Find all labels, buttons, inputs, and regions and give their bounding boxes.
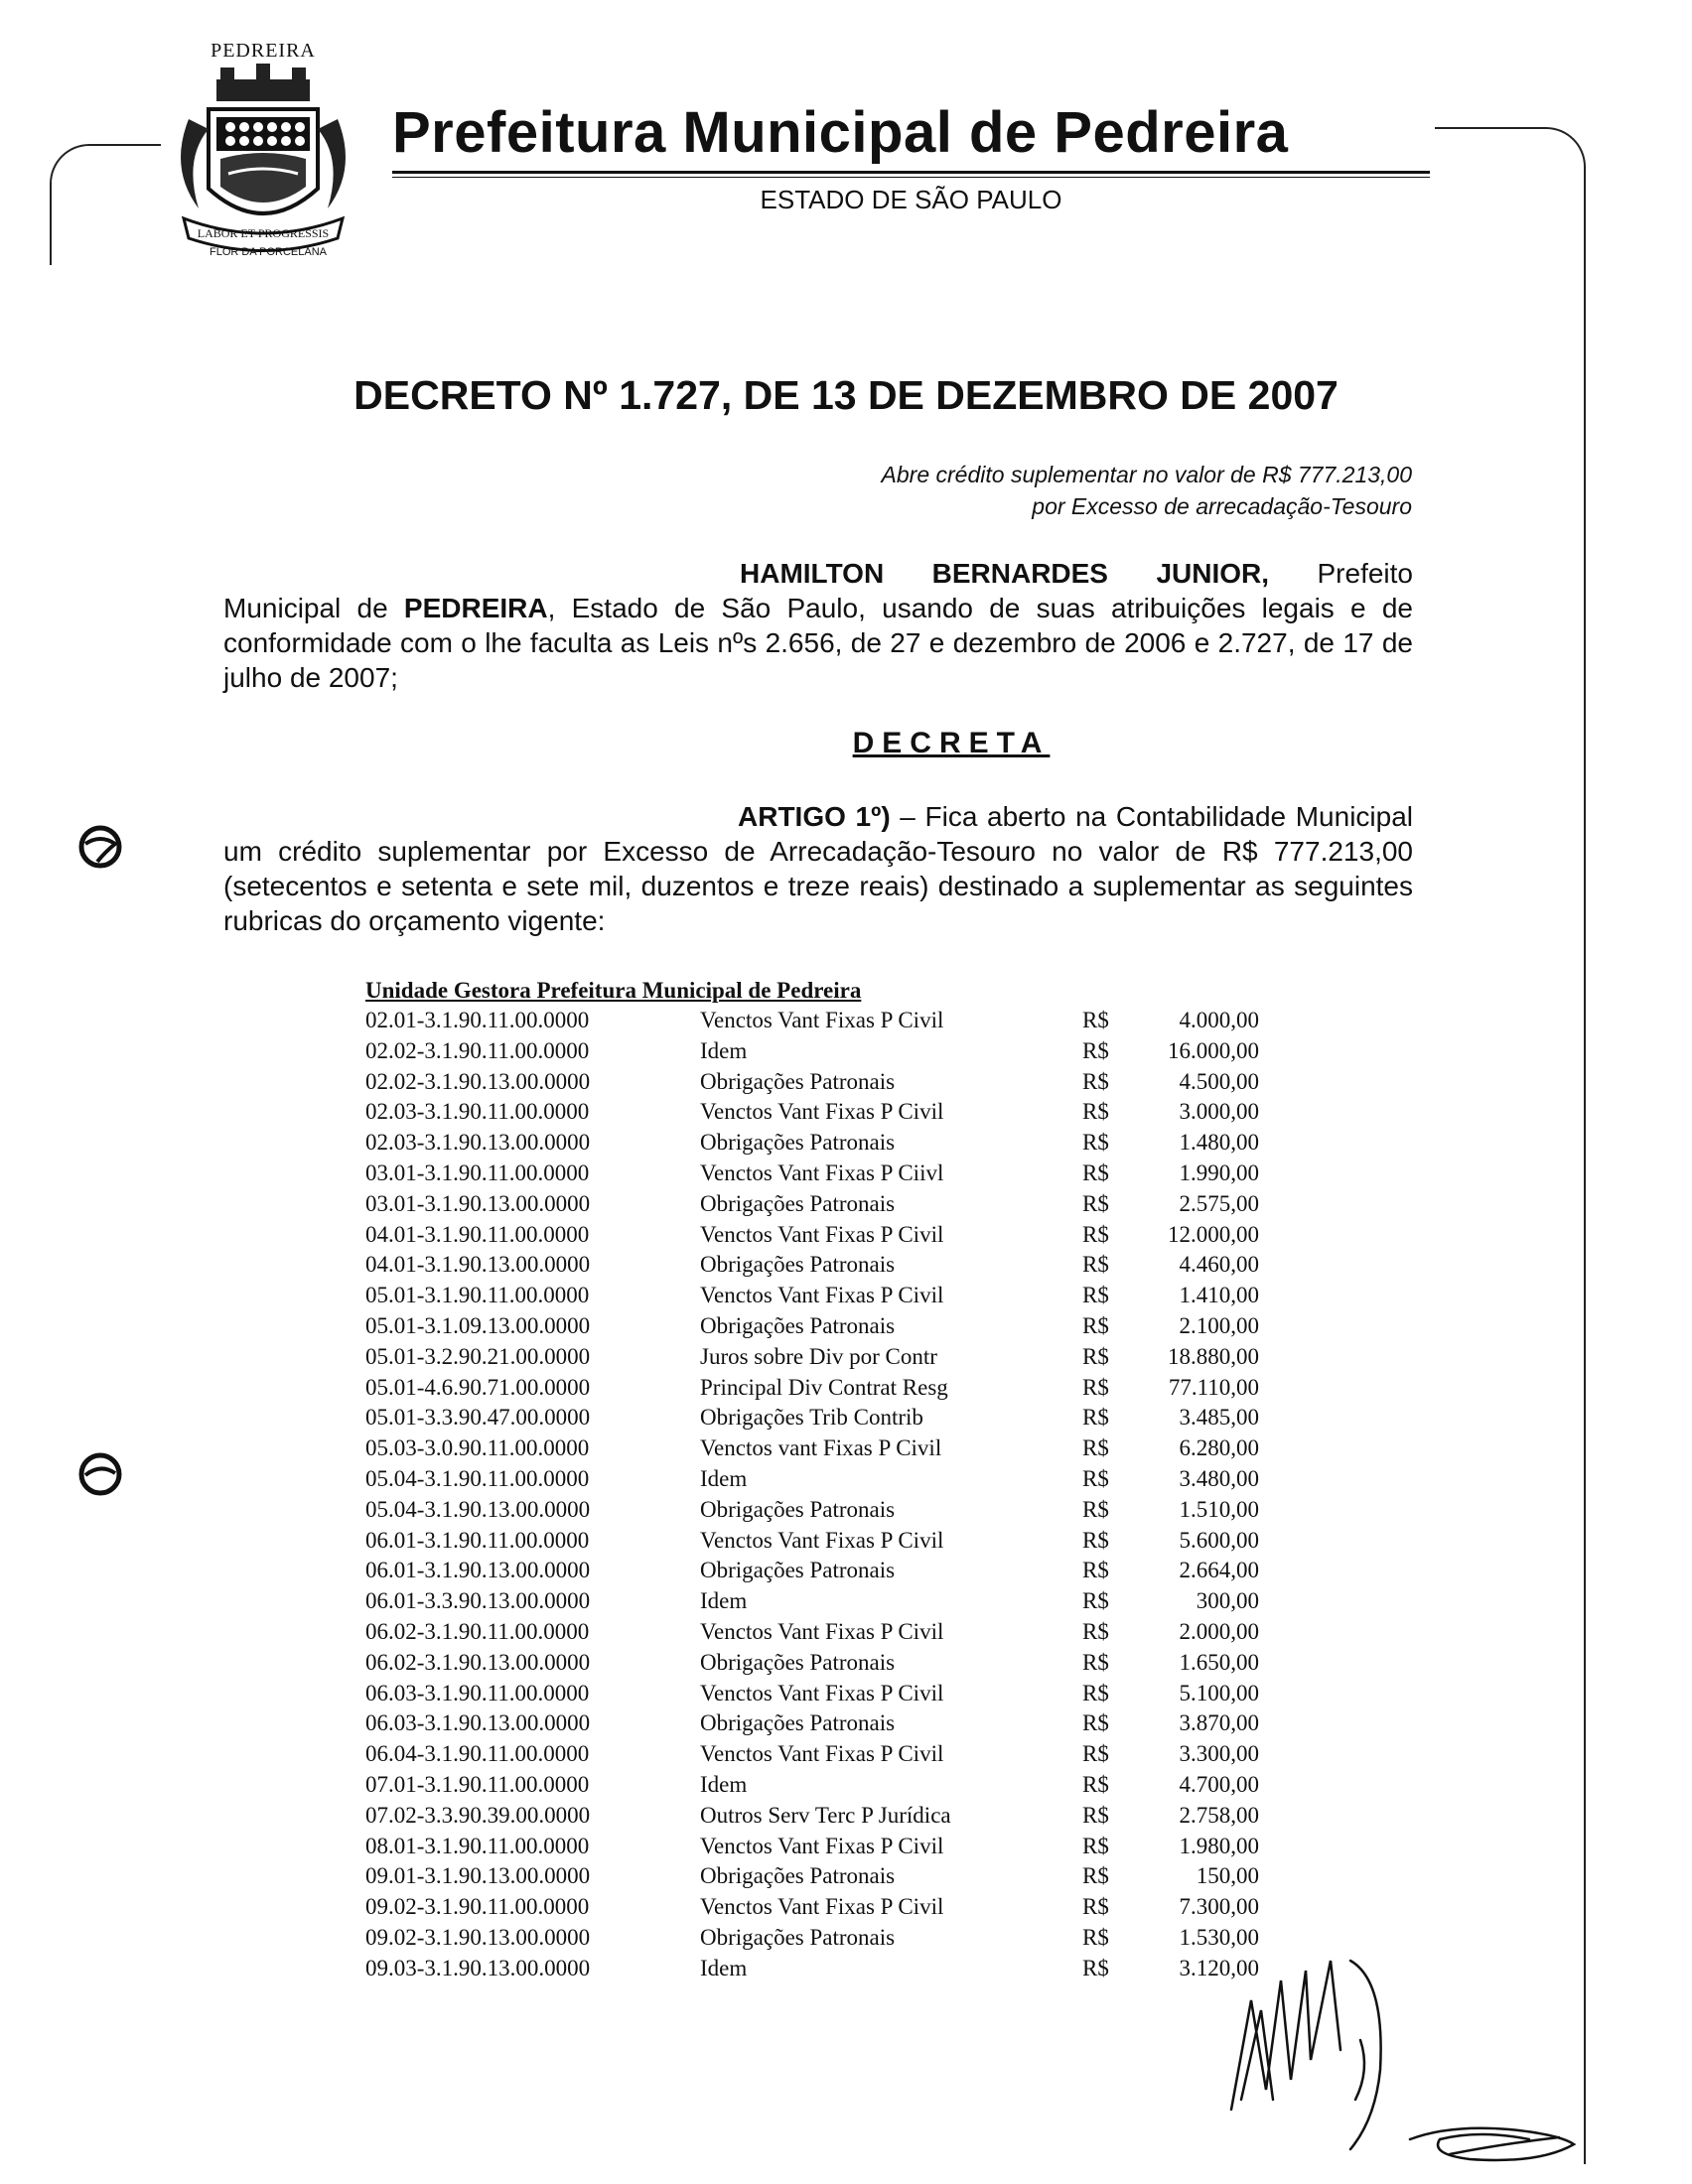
table-row xyxy=(365,1923,1259,1954)
table-row xyxy=(365,1617,1259,1648)
currency-symbol: R$ xyxy=(1082,1008,1109,1032)
table-row xyxy=(365,1679,1259,1709)
budget-description: Obrigações Patronais xyxy=(700,1252,896,1278)
budget-amount: 18.880,00 xyxy=(1168,1343,1259,1369)
budget-amount: 2.664,00 xyxy=(1179,1558,1259,1583)
budget-code: 02.02-3.1.90.13.00.0000 xyxy=(365,1068,591,1094)
city-name: PEDREIRA xyxy=(403,593,548,623)
budget-description: Obrigações Patronais xyxy=(700,1924,896,1950)
budget-description: Juros sobre Div por Contr xyxy=(700,1343,937,1369)
decreta-heading: DECRETA xyxy=(852,727,1051,759)
budget-table xyxy=(365,1006,1259,1984)
budget-code: 06.01-3.3.90.13.00.0000 xyxy=(365,1588,591,1614)
currency-symbol: R$ xyxy=(1082,1771,1109,1797)
budget-description: Idem xyxy=(700,1588,748,1614)
currency-symbol: R$ xyxy=(1082,1068,1109,1094)
currency-symbol: R$ xyxy=(1082,1343,1109,1369)
budget-code: 02.02-3.1.90.11.00.0000 xyxy=(365,1037,590,1063)
budget-amount: 3.000,00 xyxy=(1179,1099,1259,1125)
budget-code: 06.03-3.1.90.13.00.0000 xyxy=(365,1710,591,1736)
frame-line-left xyxy=(50,144,161,265)
budget-description: Venctos Vant Fixas P Civil xyxy=(700,1283,944,1308)
table-row xyxy=(365,1861,1259,1892)
budget-amount: 5.600,00 xyxy=(1179,1527,1259,1553)
table-row xyxy=(365,1708,1259,1739)
currency-symbol: R$ xyxy=(1082,1955,1109,1980)
table-row xyxy=(365,1097,1259,1128)
budget-description: Venctos Vant Fixas P Civil xyxy=(700,1527,944,1553)
budget-code: 09.02-3.1.90.11.00.0000 xyxy=(365,1894,590,1920)
currency-symbol: R$ xyxy=(1082,1527,1109,1553)
budget-code: 03.01-3.1.90.11.00.0000 xyxy=(365,1160,590,1185)
table-row xyxy=(365,1373,1259,1404)
budget-description: Venctos Vant Fixas P Civil xyxy=(700,1221,944,1247)
state-name: ESTADO DE SÃO PAULO xyxy=(760,185,1062,214)
budget-code: 08.01-3.1.90.11.00.0000 xyxy=(365,1833,590,1858)
table-row xyxy=(365,1464,1259,1495)
budget-code: 05.04-3.1.90.13.00.0000 xyxy=(365,1496,591,1522)
currency-symbol: R$ xyxy=(1082,1312,1109,1338)
budget-code: 06.03-3.1.90.11.00.0000 xyxy=(365,1680,590,1706)
table-row xyxy=(365,1526,1259,1557)
budget-code: 05.01-4.6.90.71.00.0000 xyxy=(365,1374,591,1400)
table-row xyxy=(365,1189,1259,1220)
budget-code: 04.01-3.1.90.11.00.0000 xyxy=(365,1221,590,1247)
budget-amount: 12.000,00 xyxy=(1168,1221,1259,1247)
currency-symbol: R$ xyxy=(1082,1894,1109,1920)
budget-amount: 16.000,00 xyxy=(1168,1037,1259,1063)
currency-symbol: R$ xyxy=(1082,1160,1109,1185)
budget-amount: 4.700,00 xyxy=(1179,1771,1259,1797)
budget-amount: 2.100,00 xyxy=(1179,1312,1259,1338)
punch-hole-icon xyxy=(77,824,123,870)
currency-symbol: R$ xyxy=(1082,1252,1109,1278)
currency-symbol: R$ xyxy=(1082,1190,1109,1216)
article-paragraph xyxy=(223,799,1413,938)
table-row xyxy=(365,1036,1259,1067)
budget-amount: 2.000,00 xyxy=(1179,1618,1259,1644)
budget-description: Obrigações Patronais xyxy=(700,1558,896,1583)
budget-description: Venctos Vant Fixas P Civil xyxy=(700,1894,944,1920)
budget-description: Venctos Vant Fixas P Civil xyxy=(700,1680,944,1706)
table-row xyxy=(365,1281,1259,1311)
budget-code: 09.03-3.1.90.13.00.0000 xyxy=(365,1955,591,1980)
budget-code: 04.01-3.1.90.13.00.0000 xyxy=(365,1252,591,1278)
budget-code: 05.03-3.0.90.11.00.0000 xyxy=(365,1435,590,1461)
table-row xyxy=(365,1892,1259,1923)
currency-symbol: R$ xyxy=(1082,1283,1109,1308)
table-row xyxy=(365,1648,1259,1679)
budget-description: Idem xyxy=(700,1037,748,1063)
budget-code: 05.01-3.2.90.21.00.0000 xyxy=(365,1343,591,1369)
budget-description: Principal Div Contrat Resg xyxy=(700,1374,948,1400)
budget-code: 06.02-3.1.90.13.00.0000 xyxy=(365,1649,591,1675)
budget-code: 02.01-3.1.90.11.00.0000 xyxy=(365,1008,590,1032)
budget-amount: 2.575,00 xyxy=(1179,1190,1259,1216)
currency-symbol: R$ xyxy=(1082,1710,1109,1736)
budget-amount: 1.480,00 xyxy=(1179,1130,1259,1156)
budget-description: Obrigações Patronais xyxy=(700,1710,896,1736)
table-row xyxy=(365,1128,1259,1159)
table-row xyxy=(365,1586,1259,1617)
table-row xyxy=(365,1006,1259,1036)
budget-amount: 150,00 xyxy=(1196,1863,1259,1889)
budget-amount: 1.510,00 xyxy=(1179,1496,1259,1522)
currency-symbol: R$ xyxy=(1082,1741,1109,1767)
preamble-text-2: , Estado de São Paulo, usando de suas atribuições legais e de conformidade com o lhe faculta as Leis nºs 2.656, de 27 e dezembro de 2006 e 2.727, de 17 de julho de 2007; xyxy=(223,593,1413,693)
budget-description: Obrigações Patronais xyxy=(700,1130,896,1156)
table-row xyxy=(365,1739,1259,1770)
summary-line-1: Abre crédito suplementar no valor de R$ 777.213,00 xyxy=(881,462,1412,487)
budget-code: 03.01-3.1.90.13.00.0000 xyxy=(365,1190,591,1216)
decree-summary xyxy=(695,459,1412,522)
currency-symbol: R$ xyxy=(1082,1924,1109,1950)
budget-amount: 77.110,00 xyxy=(1168,1374,1259,1400)
table-row xyxy=(365,1342,1259,1373)
currency-symbol: R$ xyxy=(1082,1435,1109,1461)
table-row xyxy=(365,1067,1259,1098)
budget-code: 05.04-3.1.90.11.00.0000 xyxy=(365,1465,590,1491)
budget-amount: 5.100,00 xyxy=(1179,1680,1259,1706)
budget-description: Idem xyxy=(700,1955,748,1980)
org-title: Prefeitura Municipal de Pedreira xyxy=(392,100,1289,165)
table-row xyxy=(365,1250,1259,1281)
budget-description: Outros Serv Terc P Jurídica xyxy=(700,1802,951,1828)
table-row xyxy=(365,1311,1259,1342)
table-row xyxy=(365,1495,1259,1526)
currency-symbol: R$ xyxy=(1082,1465,1109,1491)
currency-symbol: R$ xyxy=(1082,1405,1109,1431)
table-row xyxy=(365,1159,1259,1189)
budget-amount: 1.530,00 xyxy=(1179,1924,1259,1950)
budget-code: 05.01-3.1.09.13.00.0000 xyxy=(365,1312,591,1338)
budget-amount: 4.460,00 xyxy=(1179,1252,1259,1278)
table-row xyxy=(365,1403,1259,1433)
currency-symbol: R$ xyxy=(1082,1099,1109,1125)
budget-amount: 2.758,00 xyxy=(1179,1802,1259,1828)
budget-amount: 3.120,00 xyxy=(1179,1955,1259,1980)
budget-amount: 7.300,00 xyxy=(1179,1894,1259,1920)
currency-symbol: R$ xyxy=(1082,1680,1109,1706)
crest-bottom-text: FLOR DA PORCELANA xyxy=(210,246,327,258)
budget-description: Venctos Vant Fixas P Civil xyxy=(700,1833,944,1858)
table-row xyxy=(365,1801,1259,1832)
currency-symbol: R$ xyxy=(1082,1558,1109,1583)
budget-amount: 1.990,00 xyxy=(1179,1160,1259,1185)
currency-symbol: R$ xyxy=(1082,1802,1109,1828)
budget-description: Obrigações Patronais xyxy=(700,1312,896,1338)
budget-description: Obrigações Patronais xyxy=(700,1649,896,1675)
currency-symbol: R$ xyxy=(1082,1130,1109,1156)
frame-line-right xyxy=(1435,127,1586,2164)
budget-description: Venctos Vant Fixas P Ciivl xyxy=(700,1160,944,1185)
budget-amount: 4.500,00 xyxy=(1179,1068,1259,1094)
budget-description: Obrigações Patronais xyxy=(700,1496,896,1522)
currency-symbol: R$ xyxy=(1082,1037,1109,1063)
title-divider xyxy=(392,171,1430,178)
budget-amount: 1.410,00 xyxy=(1179,1283,1259,1308)
table-row xyxy=(365,1220,1259,1251)
budget-code: 05.01-3.1.90.11.00.0000 xyxy=(365,1283,590,1308)
budget-code: 07.02-3.3.90.39.00.0000 xyxy=(365,1802,591,1828)
budget-amount: 3.485,00 xyxy=(1179,1405,1259,1431)
decree-title: DECRETO Nº 1.727, DE 13 DE DEZEMBRO DE 2007 xyxy=(353,372,1339,418)
budget-code: 06.04-3.1.90.11.00.0000 xyxy=(365,1741,590,1767)
currency-symbol: R$ xyxy=(1082,1649,1109,1675)
table-row xyxy=(365,1954,1259,1984)
budget-code: 06.02-3.1.90.11.00.0000 xyxy=(365,1618,590,1644)
svg-text:LABOR ET PROGRESSIS: LABOR ET PROGRESSIS xyxy=(197,226,330,240)
budget-amount: 6.280,00 xyxy=(1179,1435,1259,1461)
budget-amount: 4.000,00 xyxy=(1179,1008,1259,1032)
budget-amount: 1.980,00 xyxy=(1179,1833,1259,1858)
budget-description: Venctos Vant Fixas P Civil xyxy=(700,1618,944,1644)
budget-description: Obrigações Patronais xyxy=(700,1068,896,1094)
currency-symbol: R$ xyxy=(1082,1618,1109,1644)
currency-symbol: R$ xyxy=(1082,1374,1109,1400)
article-text: – Fica aberto na Contabilidade Municipal um crédito suplementar por Excesso de Arrecadação-Tesouro no valor de R$ 777.213,00 (setecentos e setenta e sete mil, duzentos e treze reais) destinado a suplementar as seguintes rubricas do orçamento vigente: xyxy=(223,801,1413,936)
crest-top-text: PEDREIRA xyxy=(211,40,316,62)
currency-symbol: R$ xyxy=(1082,1863,1109,1889)
table-row xyxy=(365,1556,1259,1586)
budget-description: Idem xyxy=(700,1771,748,1797)
table-row xyxy=(365,1770,1259,1801)
table-row xyxy=(365,1433,1259,1464)
budget-description: Obrigações Trib Contrib xyxy=(700,1405,923,1431)
currency-symbol: R$ xyxy=(1082,1833,1109,1858)
article-label: ARTIGO 1º) xyxy=(738,801,891,832)
budget-code: 05.01-3.3.90.47.00.0000 xyxy=(365,1405,591,1431)
budget-amount: 3.480,00 xyxy=(1179,1465,1259,1491)
budget-description: Venctos Vant Fixas P Civil xyxy=(700,1741,944,1767)
budget-code: 06.01-3.1.90.13.00.0000 xyxy=(365,1558,591,1583)
budget-description: Venctos vant Fixas P Civil xyxy=(700,1435,942,1461)
punch-hole-icon xyxy=(77,1451,123,1497)
budget-code: 09.01-3.1.90.13.00.0000 xyxy=(365,1863,591,1889)
budget-amount: 1.650,00 xyxy=(1179,1649,1259,1675)
currency-symbol: R$ xyxy=(1082,1221,1109,1247)
budget-code: 09.02-3.1.90.13.00.0000 xyxy=(365,1924,591,1950)
budget-code: 02.03-3.1.90.11.00.0000 xyxy=(365,1099,590,1125)
currency-symbol: R$ xyxy=(1082,1588,1109,1614)
budget-description: Obrigações Patronais xyxy=(700,1863,896,1889)
table-row xyxy=(365,1832,1259,1862)
budget-amount: 3.300,00 xyxy=(1179,1741,1259,1767)
budget-description: Venctos Vant Fixas P Civil xyxy=(700,1099,944,1125)
signature-icon xyxy=(1211,1941,1589,2179)
summary-line-2: por Excesso de arrecadação-Tesouro xyxy=(1032,493,1412,519)
budget-description: Venctos Vant Fixas P Civil xyxy=(700,1008,944,1032)
currency-symbol: R$ xyxy=(1082,1496,1109,1522)
budget-code: 06.01-3.1.90.11.00.0000 xyxy=(365,1527,590,1553)
budget-code: 02.03-3.1.90.13.00.0000 xyxy=(365,1130,591,1156)
table-heading: Unidade Gestora Prefeitura Municipal de Pedreira xyxy=(365,978,862,1003)
budget-description: Obrigações Patronais xyxy=(700,1190,896,1216)
preamble-text-1: Prefeito Municipal de xyxy=(223,558,1413,623)
budget-description: Idem xyxy=(700,1465,748,1491)
budget-amount: 300,00 xyxy=(1196,1588,1259,1614)
budget-amount: 3.870,00 xyxy=(1179,1710,1259,1736)
preamble-paragraph xyxy=(223,556,1413,695)
budget-code: 07.01-3.1.90.11.00.0000 xyxy=(365,1771,590,1797)
mayor-name: HAMILTON BERNARDES JUNIOR, xyxy=(740,558,1270,589)
